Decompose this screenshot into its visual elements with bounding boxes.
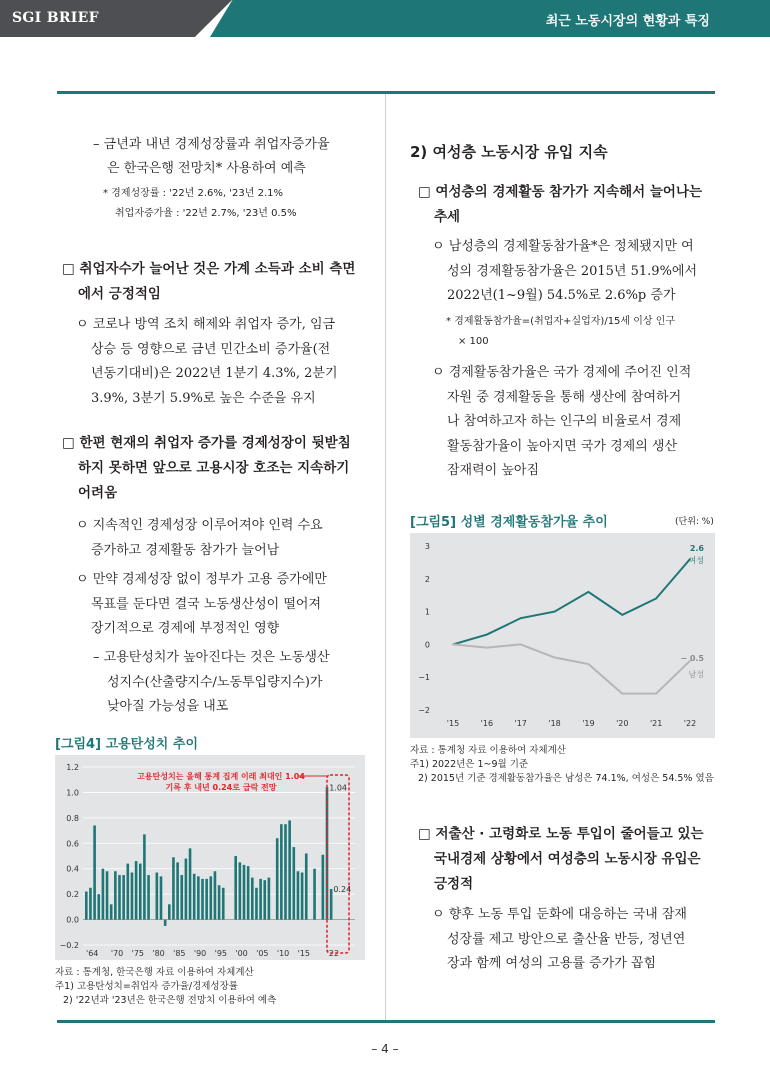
fig4-bar: [168, 904, 171, 919]
fig5-ytick: 2: [424, 574, 430, 584]
fig4-xtick: '10: [276, 949, 290, 958]
right-circle-3: ㅇ 향후 노동 투입 둔화에 대응하는 국내 잠재 성장률 제고 방안으로 출산율 반등, 정년연 장과 함께 여성의 고용률 증가가 꼽힘: [432, 907, 687, 971]
fig4-bar: [284, 824, 287, 919]
fig4-bar: [239, 862, 242, 919]
fig4-annotation-line-1: 고용탄성치는 올해 통계 집계 이래 최대인 1.04: [137, 772, 305, 781]
fig4-annotation-line-2: 기록 후 내년 0.24로 급락 전망: [165, 783, 277, 792]
fig4-xtick: '90: [193, 949, 207, 958]
right-circle-2: ㅇ 경제활동참가율은 국가 경제에 주어진 인적 자원 중 경제활동을 통해 생산에 참여하거 나 참여하고자 하는 인구의 비율로서 경제 활동참가율이 높아지면 국가 경제의 생산 잠재력이 높아짐: [432, 365, 692, 478]
fig5-xtick: '18: [548, 719, 561, 728]
fig4-bar: [106, 871, 109, 919]
right-note-1: * 경제활동참가율=(취업자+실업자)/15세 이상 인구 × 100: [446, 316, 676, 347]
fig5-point: [621, 614, 623, 616]
fig5-title: [그림5] 성별 경제활동참가율 추이: [410, 515, 608, 530]
page-number: – 4 –: [371, 1042, 399, 1056]
left-dash-1: – 금년과 내년 경제성장률과 취업자증가율 은 한국은행 전망치* 사용하여 예측: [93, 137, 330, 176]
fig4-ytick: 0.8: [66, 813, 79, 823]
fig5-ytick: 3: [424, 542, 430, 551]
fig4-ytick: 0.2: [66, 890, 79, 900]
fig4-xtick: '95: [214, 949, 228, 958]
fig5-point: [588, 591, 590, 593]
fig4-bar: [313, 869, 316, 920]
fig4-bar: [85, 892, 88, 920]
fig4-bar: [97, 894, 100, 919]
fig4-bar: [330, 889, 333, 920]
fig4-title: [그림4] 고용탄성치 추이: [55, 737, 199, 752]
fig4-bar: [301, 873, 304, 920]
right-circle-1: ㅇ 남성층의 경제활동참가율*은 정체됐지만 여 성의 경제활동참가율은 2015년 51.9%에서 2022년(1~9월) 54.5%로 2.6%p 증가: [432, 239, 698, 303]
left-circle-1: ㅇ 코로나 방역 조치 해제와 취업자 증가, 임금 상승 등 영향으로 금년 민간소비 증가율(전 년동기대비)은 2022년 1분기 4.3%, 2분기 3.9%, 3분기 5.9%로 높은 수준을 유지: [76, 317, 338, 406]
fig5-point: [621, 693, 623, 695]
fig5-ytick: 1: [424, 607, 430, 617]
header-brand: SGI BRIEF: [12, 10, 99, 26]
fig4-bar: [172, 857, 175, 919]
fig4-bar: [259, 879, 262, 920]
fig4-bar: [122, 875, 125, 920]
fig4-bar: [243, 865, 246, 920]
right-box-2: □ 저출산 · 고령화로 노동 투입이 줄어들고 있는 국내경제 상황에서 여성층의 노동시장 유입은 긍정적: [418, 826, 704, 892]
fig4-bar: [268, 878, 271, 920]
fig5-point: [452, 644, 454, 646]
fig4-bar: [135, 861, 138, 919]
fig4-bar: [147, 875, 150, 920]
fig4-bar: [164, 920, 167, 926]
fig5-xtick: '20: [616, 719, 629, 728]
fig5-point: [520, 644, 522, 646]
fig5-chart: [410, 533, 715, 738]
fig4-bar: [234, 856, 237, 920]
fig5-point: [486, 634, 488, 636]
fig4-bar: [276, 838, 279, 919]
left-dash-2: – 고용탄성치가 높아진다는 것은 노동생산 성지수(산출량지수/노동투입량지수)가 낮아질 가능성을 내포: [93, 650, 330, 714]
fig5-point: [486, 647, 488, 649]
fig4-bar: [263, 880, 266, 919]
fig5-point: [520, 617, 522, 619]
fig4-bar: [189, 848, 192, 919]
fig5-unit: (단위: %): [675, 517, 714, 527]
fig4-data-label: 0.24: [333, 885, 352, 895]
bottom-rule: [57, 1020, 715, 1023]
fig4-bar: [210, 876, 213, 919]
fig4-bar: [193, 874, 196, 920]
fig5-point: [554, 611, 556, 613]
fig5-background: [410, 533, 715, 738]
fig4-bar: [288, 820, 291, 919]
left-circle-3: ㅇ 만약 경제성장 없이 정부가 고용 증가에만 목표를 둔다면 결국 노동생산성이 떨어져 장기적으로 경제에 부정적인 영향: [76, 572, 327, 636]
fig5-xtick: '22: [683, 719, 697, 728]
fig4-bar: [110, 904, 113, 919]
fig5-point: [655, 693, 657, 695]
fig4-bar: [247, 866, 250, 919]
fig4-xtick: '75: [131, 949, 145, 958]
left-box-2: □ 한편 현재의 취업자 증가를 경제성장이 뒷받침 하지 못하면 앞으로 고용시장 호조는 지속하기 어려움: [62, 435, 351, 501]
right-section-title: 2) 여성층 노동시장 유입 지속: [410, 143, 608, 161]
fig4-ytick: 0.0: [66, 915, 79, 925]
column-divider: [385, 94, 386, 1020]
fig4-ytick: −0.2: [59, 941, 79, 950]
fig4-xtick: '15: [297, 949, 311, 958]
left-circle-2: ㅇ 지속적인 경제성장 이루어져야 인력 수요 증가하고 경제활동 참가가 늘어남: [76, 518, 323, 558]
fig4-bar: [156, 873, 159, 920]
fig4-bar: [280, 824, 283, 919]
fig5-xtick: '16: [480, 719, 494, 728]
left-box-1: □ 취업자수가 늘어난 것은 가계 소득과 소비 측면 에서 긍정적임: [62, 261, 356, 302]
fig4-bar: [180, 875, 183, 920]
fig5-end-value: 2.6: [689, 544, 704, 554]
fig5-xtick: '17: [514, 719, 527, 728]
fig4-xtick: '05: [256, 949, 269, 958]
fig4-bar: [176, 862, 179, 919]
fig4-xtick: '22: [326, 949, 340, 958]
fig4-bar: [218, 885, 221, 919]
fig4-chart: [55, 755, 365, 960]
fig5-end-value: − 0.5: [680, 653, 704, 663]
fig4-bar: [214, 871, 217, 919]
fig4-bar: [93, 825, 96, 919]
right-box-1: □ 여성층의 경제활동 참가가 지속해서 늘어나는 추세: [418, 184, 703, 225]
fig4-bar: [114, 871, 117, 919]
fig4-bar: [127, 864, 130, 920]
fig4-bar: [297, 871, 300, 919]
top-rule: [57, 91, 715, 94]
page-header: [0, 0, 770, 37]
fig4-ytick: 1.0: [66, 788, 79, 798]
fig5-ytick: 0: [424, 640, 430, 650]
fig5-series-name: 남성: [688, 669, 704, 679]
fig4-xtick: '70: [110, 949, 124, 958]
fig4-ytick: 0.4: [66, 864, 79, 874]
fig4-bar: [251, 878, 254, 920]
header-title: 최근 노동시장의 현황과 특징: [545, 14, 710, 29]
fig4-xtick: '85: [173, 949, 186, 958]
fig5-point: [588, 663, 590, 665]
fig4-xtick: '80: [152, 949, 165, 958]
fig4-bar: [322, 855, 325, 920]
fig5-point: [655, 598, 657, 600]
fig4-bar: [205, 879, 208, 920]
fig4-data-label: 1.04: [329, 783, 348, 793]
fig4-bar: [222, 888, 225, 920]
fig4-bar: [131, 873, 134, 920]
fig5-point: [554, 657, 556, 659]
fig4-ytick: 0.6: [66, 839, 79, 849]
fig4-bar: [305, 853, 308, 919]
fig5-ytick: −2: [418, 706, 430, 715]
fig4-bar: [293, 847, 296, 919]
fig4-bar: [255, 888, 258, 920]
fig5-xtick: '15: [446, 719, 460, 728]
fig4-bar: [160, 876, 163, 919]
fig4-bar: [89, 888, 92, 920]
fig5-xtick: '21: [649, 719, 663, 728]
fig4-bar: [139, 864, 142, 920]
left-note-1: * 경제성장률 : '22년 2.6%, '23년 2.1% 취업자증가율 : '22년 2.7%, '23년 0.5%: [103, 188, 297, 219]
fig4-bar: [143, 834, 146, 919]
fig4-bar: [185, 859, 188, 920]
fig5-source: 자료 : 통계청 자료 이용하여 자체계산 주1) 2022년은 1~9월 기준 2) 2015년 기준 경제활동참가율은 남성은 74.1%, 여성은 54.5% 였음: [410, 745, 714, 784]
fig5-xtick: '19: [582, 719, 595, 728]
fig4-source: 자료 : 통계청, 한국은행 자료 이용하여 자체계산 주1) 고용탄성치=취업자 증가율/경제성장률 2) '22년과 '23년은 한국은행 전망치 이용하여 예측: [55, 967, 277, 1006]
fig4-bar: [201, 879, 204, 920]
fig4-bar: [118, 875, 121, 920]
fig5-ytick: −1: [418, 673, 430, 683]
fig4-ytick: 1.2: [66, 763, 79, 772]
fig5-series-name: 여성: [688, 556, 704, 566]
fig4-xtick: '64: [86, 949, 99, 958]
fig4-xtick: '00: [235, 949, 248, 958]
fig4-bar: [102, 869, 105, 920]
fig4-bar: [197, 876, 200, 919]
